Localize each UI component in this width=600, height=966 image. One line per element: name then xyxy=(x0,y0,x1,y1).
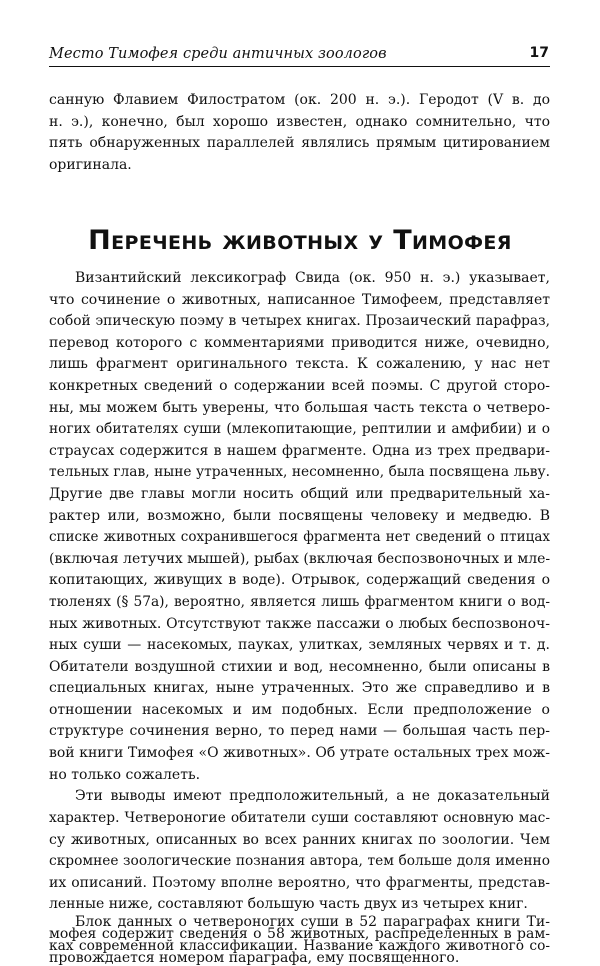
text-line: Блок данных о четвероногих суши в 52 параграфах книги Ти- xyxy=(75,914,550,930)
text-line: ных суши — насекомых, пауках, улитках, земляных червях и т. д. xyxy=(49,637,550,654)
text-line: Эти выводы имеют предположительный, а не доказательный xyxy=(75,788,550,805)
text-line: оригинала. xyxy=(49,156,132,173)
text-line: Другие две главы могли носить общий или предварительный ха- xyxy=(49,485,550,502)
text-line: но только сожалеть. xyxy=(49,766,201,783)
text-line: что сочинение о животных, написанное Тимофеем, представляет xyxy=(49,291,550,308)
text-line: ногих обитателях суши (млекопитающие, рептилии и амфибии) и о xyxy=(49,421,550,438)
text-line: ных животных. Отсутствуют также пассажи о любых беспозвоноч- xyxy=(49,615,550,632)
text-line: санную Флавием Филостратом (ок. 200 н. э.). Геродот (V в. до xyxy=(49,92,550,108)
page-number: 17 xyxy=(529,45,549,61)
text-line: тюленях (§ 57а), вероятно, является лишь фрагментом книги о вод- xyxy=(49,593,550,610)
text-line: характер. Четвероногие обитатели суши составляют основную мас- xyxy=(49,809,550,826)
text-line: их описаний. Поэтому вполне вероятно, что фрагменты, представ- xyxy=(49,874,550,891)
text-line: специальных книгах, ныне утраченных. Это же справедливо и в xyxy=(49,680,550,697)
text-line: отношении насекомых и им подобных. Если предположение о xyxy=(49,701,550,718)
text-line: ны, мы можем быть уверены, что большая часть текста о четверо- xyxy=(49,399,550,416)
text-line: пять обнаруженных параллелей являлись прямым цитированием xyxy=(49,135,550,152)
text-line: ленные ниже, составляют большую часть двух из четырех книг. xyxy=(49,896,528,913)
text-line: провождается номером параграфа, ему посвященного. xyxy=(49,950,460,966)
text-line: скромнее зоологические познания автора, тем больше доля именно xyxy=(49,853,550,870)
text-line: страусах содержится в нашем фрагменте. Одна из трех предвари- xyxy=(49,442,550,459)
text-line: (включая летучих мышей), рыбах (включая беспозвоночных и мле- xyxy=(49,550,551,567)
text-line: конкретных сведений о содержании всей поэмы. С другой сторо- xyxy=(49,377,550,394)
section-heading: Перечень животных у Тимофея xyxy=(88,225,512,256)
text-line: тельных глав, ныне утраченных, несомненно, была посвящена льву. xyxy=(49,464,550,481)
intro-paragraph xyxy=(49,90,550,176)
text-line: Обитатели воздушной стихии и вод, несомненно, были описаны в xyxy=(49,658,550,675)
text-line: перевод которого с комментариями приводится ниже, очевидно, xyxy=(49,334,550,351)
running-head-title: Место Тимофея среди античных зоологов xyxy=(49,46,387,62)
text-line: списке животных сохранившегося фрагмента нет сведений о птицах xyxy=(49,529,550,546)
text-line: н. э.), конечно, был хорошо известен, однако сомнительно, что xyxy=(49,113,550,130)
text-line: ках современной классификации. Название каждого животного со- xyxy=(49,938,550,954)
text-line: Византийский лексикограф Свида (ок. 950 н. э.) указывает, xyxy=(75,270,550,286)
text-line: рактер или, возможно, были посвящены человеку и медведю. В xyxy=(49,507,550,524)
text-line: собой эпическую поэму в четырех книгах. Прозаический парафраз, xyxy=(49,313,550,330)
paragraph-1 xyxy=(49,268,550,786)
text-line: мофея содержит сведения о 58 животных, распределенных в рам- xyxy=(49,926,550,942)
text-line: лишь фрагмент оригинального текста. К сожалению, у нас нет xyxy=(49,356,550,373)
paragraph-2 xyxy=(49,786,550,916)
text-line: структуре сочинения верно, то перед нами — большая часть пер- xyxy=(49,723,550,740)
paragraph-3 xyxy=(49,916,550,964)
header-rule xyxy=(49,66,550,67)
running-header xyxy=(49,46,549,66)
text-line: вой книги Тимофея «О животных». Об утрате остальных трех мож- xyxy=(49,745,550,762)
text-line: су животных, описанных во всех ранних книгах по зоологии. Чем xyxy=(49,831,550,848)
text-line: копитающих, живущих в воде). Отрывок, содержащий сведения о xyxy=(49,572,550,589)
